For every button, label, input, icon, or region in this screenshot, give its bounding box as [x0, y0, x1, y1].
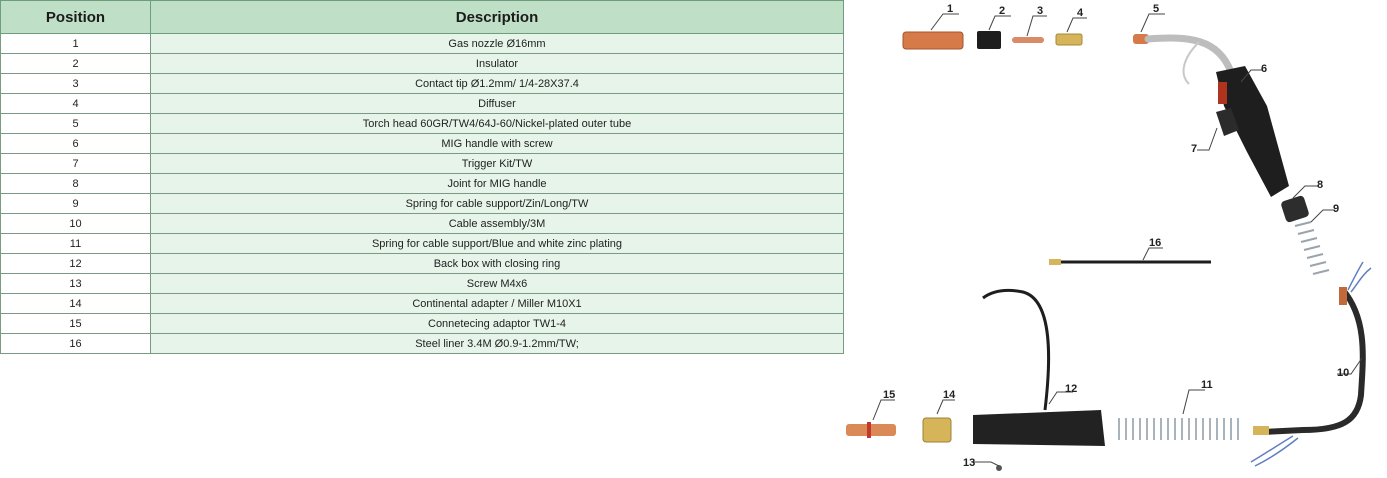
position-cell: 5	[1, 114, 151, 134]
table-row	[1, 214, 844, 234]
table-row	[1, 234, 844, 254]
position-cell: 16	[1, 334, 151, 354]
cable-support-spring-long	[1295, 222, 1329, 274]
position-cell: 4	[1, 94, 151, 114]
callout-12: 12	[1065, 383, 1078, 395]
diffuser-part	[1056, 34, 1082, 45]
description-cell: Torch head 60GR/TW4/64J-60/Nickel-plated outer tube	[151, 114, 844, 134]
insulator-part	[977, 31, 1001, 49]
position-cell: 7	[1, 154, 151, 174]
cable-end-connector	[1253, 426, 1269, 435]
table-row	[1, 294, 844, 314]
callout-14: 14	[943, 389, 956, 401]
contact-tip-part	[1012, 37, 1044, 43]
callout-8: 8	[1317, 179, 1324, 191]
position-cell: 12	[1, 254, 151, 274]
cable-end-copper	[1339, 287, 1347, 305]
table-header-row	[1, 1, 844, 34]
back-box-part	[973, 410, 1105, 446]
callout-3: 3	[1037, 5, 1044, 17]
joint-part	[1280, 195, 1310, 223]
position-cell: 14	[1, 294, 151, 314]
table-row	[1, 314, 844, 334]
description-cell: Diffuser	[151, 94, 844, 114]
position-cell: 6	[1, 134, 151, 154]
table-row	[1, 174, 844, 194]
description-cell: Steel liner 3.4M Ø0.9-1.2mm/TW;	[151, 334, 844, 354]
callout-13: 13	[963, 457, 976, 469]
header-position: Position	[1, 1, 151, 34]
parts-table	[0, 0, 844, 354]
callout-10: 10	[1337, 367, 1350, 379]
table-row	[1, 114, 844, 134]
position-cell: 11	[1, 234, 151, 254]
callout-16: 16	[1149, 237, 1162, 249]
description-cell: Gas nozzle Ø16mm	[151, 34, 844, 54]
cable-wires-bottom	[1251, 436, 1298, 466]
table-row	[1, 134, 844, 154]
position-cell: 9	[1, 194, 151, 214]
back-box-cable	[983, 290, 1049, 410]
description-cell: Insulator	[151, 54, 844, 74]
table-row	[1, 274, 844, 294]
description-cell: Joint for MIG handle	[151, 174, 844, 194]
description-cell: Screw M4x6	[151, 274, 844, 294]
table-row	[1, 254, 844, 274]
description-cell: Spring for cable support/Zin/Long/TW	[151, 194, 844, 214]
position-cell: 1	[1, 34, 151, 54]
description-cell: Continental adapter / Miller M10X1	[151, 294, 844, 314]
position-cell: 13	[1, 274, 151, 294]
description-cell: Back box with closing ring	[151, 254, 844, 274]
callout-2: 2	[999, 5, 1006, 17]
callout-6: 6	[1261, 63, 1268, 75]
description-cell: Contact tip Ø1.2mm/ 1/4-28X37.4	[151, 74, 844, 94]
description-cell: Connetecing adaptor TW1-4	[151, 314, 844, 334]
position-cell: 3	[1, 74, 151, 94]
callout-4: 4	[1077, 7, 1084, 19]
callout-15: 15	[883, 389, 896, 401]
position-cell: 2	[1, 54, 151, 74]
handle-label	[1218, 82, 1227, 104]
position-cell: 15	[1, 314, 151, 334]
continental-adapter-part	[923, 418, 951, 442]
table-row	[1, 334, 844, 354]
callout-5: 5	[1153, 3, 1160, 15]
cable-support-spring-short	[1119, 418, 1238, 440]
cable-wires-top	[1348, 262, 1371, 292]
callout-1: 1	[947, 3, 954, 15]
position-cell: 10	[1, 214, 151, 234]
table-row	[1, 54, 844, 74]
cable-assembly-part	[1263, 290, 1363, 432]
callout-11: 11	[1201, 379, 1213, 391]
description-cell: Trigger Kit/TW	[151, 154, 844, 174]
header-description: Description	[151, 1, 844, 34]
description-cell: Spring for cable support/Blue and white zinc plating	[151, 234, 844, 254]
table-body	[1, 34, 844, 354]
torch-head-hook	[1184, 42, 1199, 84]
table-row	[1, 194, 844, 214]
callout-9: 9	[1333, 203, 1340, 215]
table-row	[1, 34, 844, 54]
gas-nozzle-part	[903, 32, 963, 49]
exploded-parts-diagram	[843, 0, 1387, 478]
description-cell: MIG handle with screw	[151, 134, 844, 154]
table-row	[1, 94, 844, 114]
table-row	[1, 154, 844, 174]
connecting-adaptor-ring	[867, 422, 871, 438]
callout-7: 7	[1191, 143, 1198, 155]
description-cell: Cable assembly/3M	[151, 214, 844, 234]
steel-liner-end	[1049, 259, 1061, 265]
position-cell: 8	[1, 174, 151, 194]
table-row	[1, 74, 844, 94]
